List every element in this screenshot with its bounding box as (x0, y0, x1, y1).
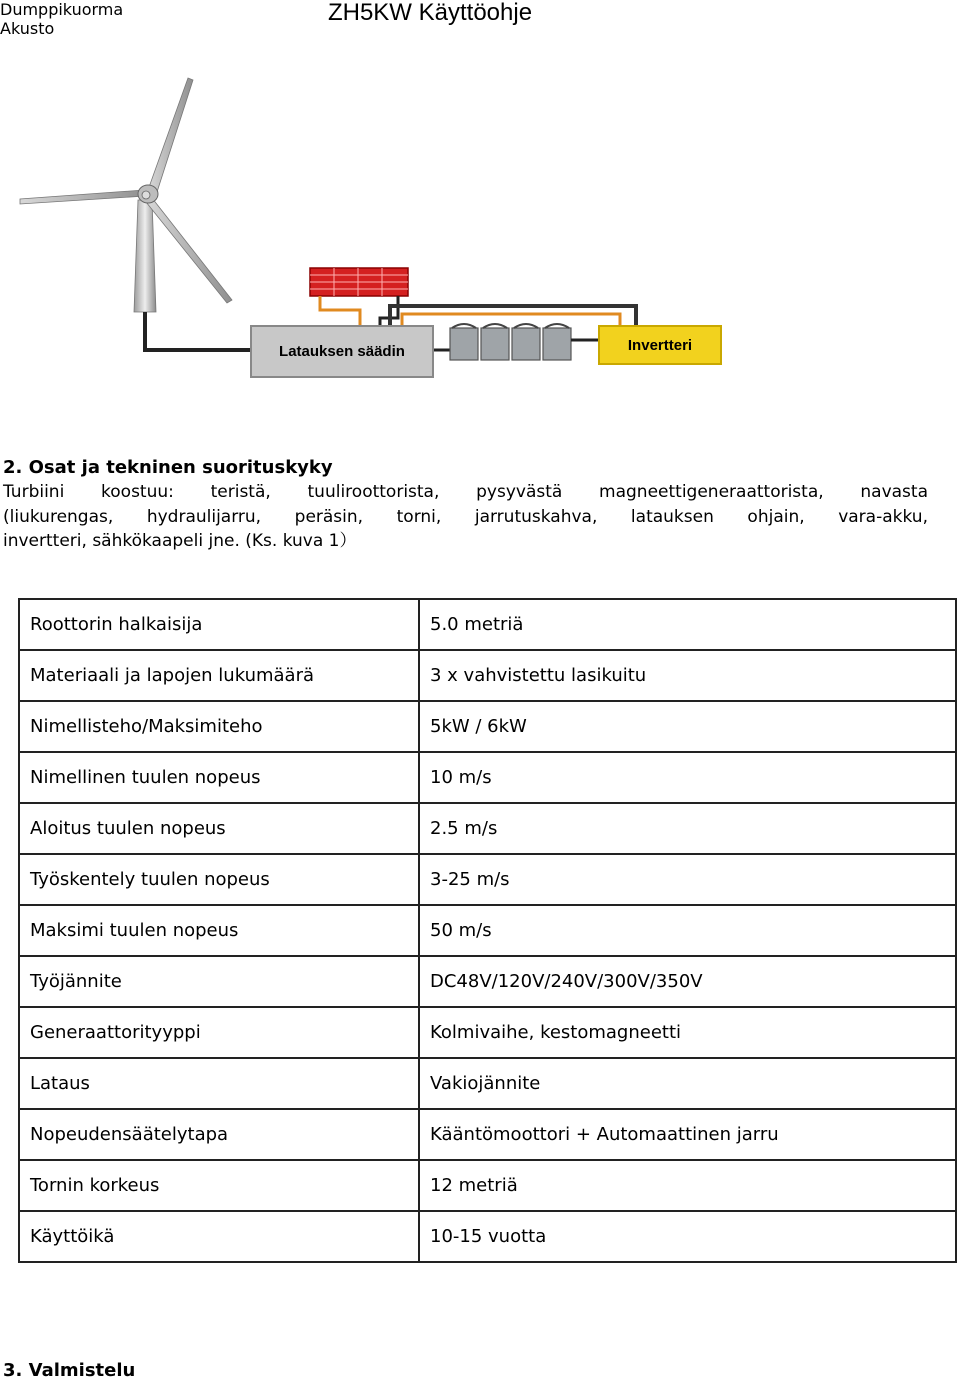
table-row (19, 701, 956, 752)
spec-value: 12 metriä (419, 1160, 956, 1211)
spec-value: Vakiojännite (419, 1058, 956, 1109)
spec-value: 10-15 vuotta (419, 1211, 956, 1262)
spec-label: Nimellinen tuulen nopeus (19, 752, 419, 803)
dump-load-icon (310, 268, 408, 296)
section-3-heading: 3. Valmistelu (3, 1360, 136, 1381)
spec-label: Aloitus tuulen nopeus (19, 803, 419, 854)
spec-label: Generaattorityyppi (19, 1007, 419, 1058)
spec-label: Työskentely tuulen nopeus (19, 854, 419, 905)
section-2-paragraph (3, 480, 928, 554)
spec-label: Nimellisteho/Maksimiteho (19, 701, 419, 752)
spec-label: Nopeudensäätelytapa (19, 1109, 419, 1160)
table-row (19, 905, 956, 956)
spec-label: Maksimi tuulen nopeus (19, 905, 419, 956)
paragraph-line: Turbiini koostuu: teristä, tuuliroottorista, pysyvästä magneettigeneraattorista, navasta (3, 482, 928, 502)
table-row (19, 803, 956, 854)
spec-value: Kolmivaihe, kestomagneetti (419, 1007, 956, 1058)
spec-value: 3 x vahvistettu lasikuitu (419, 650, 956, 701)
paragraph-line: invertteri, sähkökaapeli jne. (Ks. kuva 1） (3, 531, 357, 551)
table-row (19, 956, 956, 1007)
spec-value: 50 m/s (419, 905, 956, 956)
spec-label: Lataus (19, 1058, 419, 1109)
table-row (19, 752, 956, 803)
document-title: ZH5KW Käyttöohje (327, 0, 533, 26)
spec-label: Työjännite (19, 956, 419, 1007)
table-row (19, 1007, 956, 1058)
section-2-heading: 2. Osat ja tekninen suorituskyky (3, 457, 333, 478)
spec-label: Materiaali ja lapojen lukumäärä (19, 650, 419, 701)
battery-bank-icon (450, 324, 571, 360)
specifications-table (18, 598, 957, 1263)
table-row (19, 599, 956, 650)
spec-value: Kääntömoottori + Automaattinen jarru (419, 1109, 956, 1160)
spec-label: Roottorin halkaisija (19, 599, 419, 650)
battery-label: Akusto (0, 19, 55, 38)
spec-value: 10 m/s (419, 752, 956, 803)
charge-controller-box: Latauksen säädin (250, 325, 434, 378)
table-row (19, 854, 956, 905)
spec-value: 3-25 m/s (419, 854, 956, 905)
spec-value: 5.0 metriä (419, 599, 956, 650)
dump-load-label: Dumppikuorma (0, 0, 124, 19)
spec-label: Käyttöikä (19, 1211, 419, 1262)
inverter-box: Invertteri (598, 325, 722, 365)
table-row (19, 650, 956, 701)
table-row (19, 1160, 956, 1211)
table-row (19, 1109, 956, 1160)
table-row (19, 1058, 956, 1109)
paragraph-line: (liukurengas, hydraulijarru, peräsin, torni, jarrutuskahva, latauksen ohjain, vara-akku, (3, 506, 928, 527)
spec-value: 5kW / 6kW (419, 701, 956, 752)
spec-label: Tornin korkeus (19, 1160, 419, 1211)
table-row (19, 1211, 956, 1262)
spec-value: DC48V/120V/240V/300V/350V (419, 956, 956, 1007)
spec-value: 2.5 m/s (419, 803, 956, 854)
